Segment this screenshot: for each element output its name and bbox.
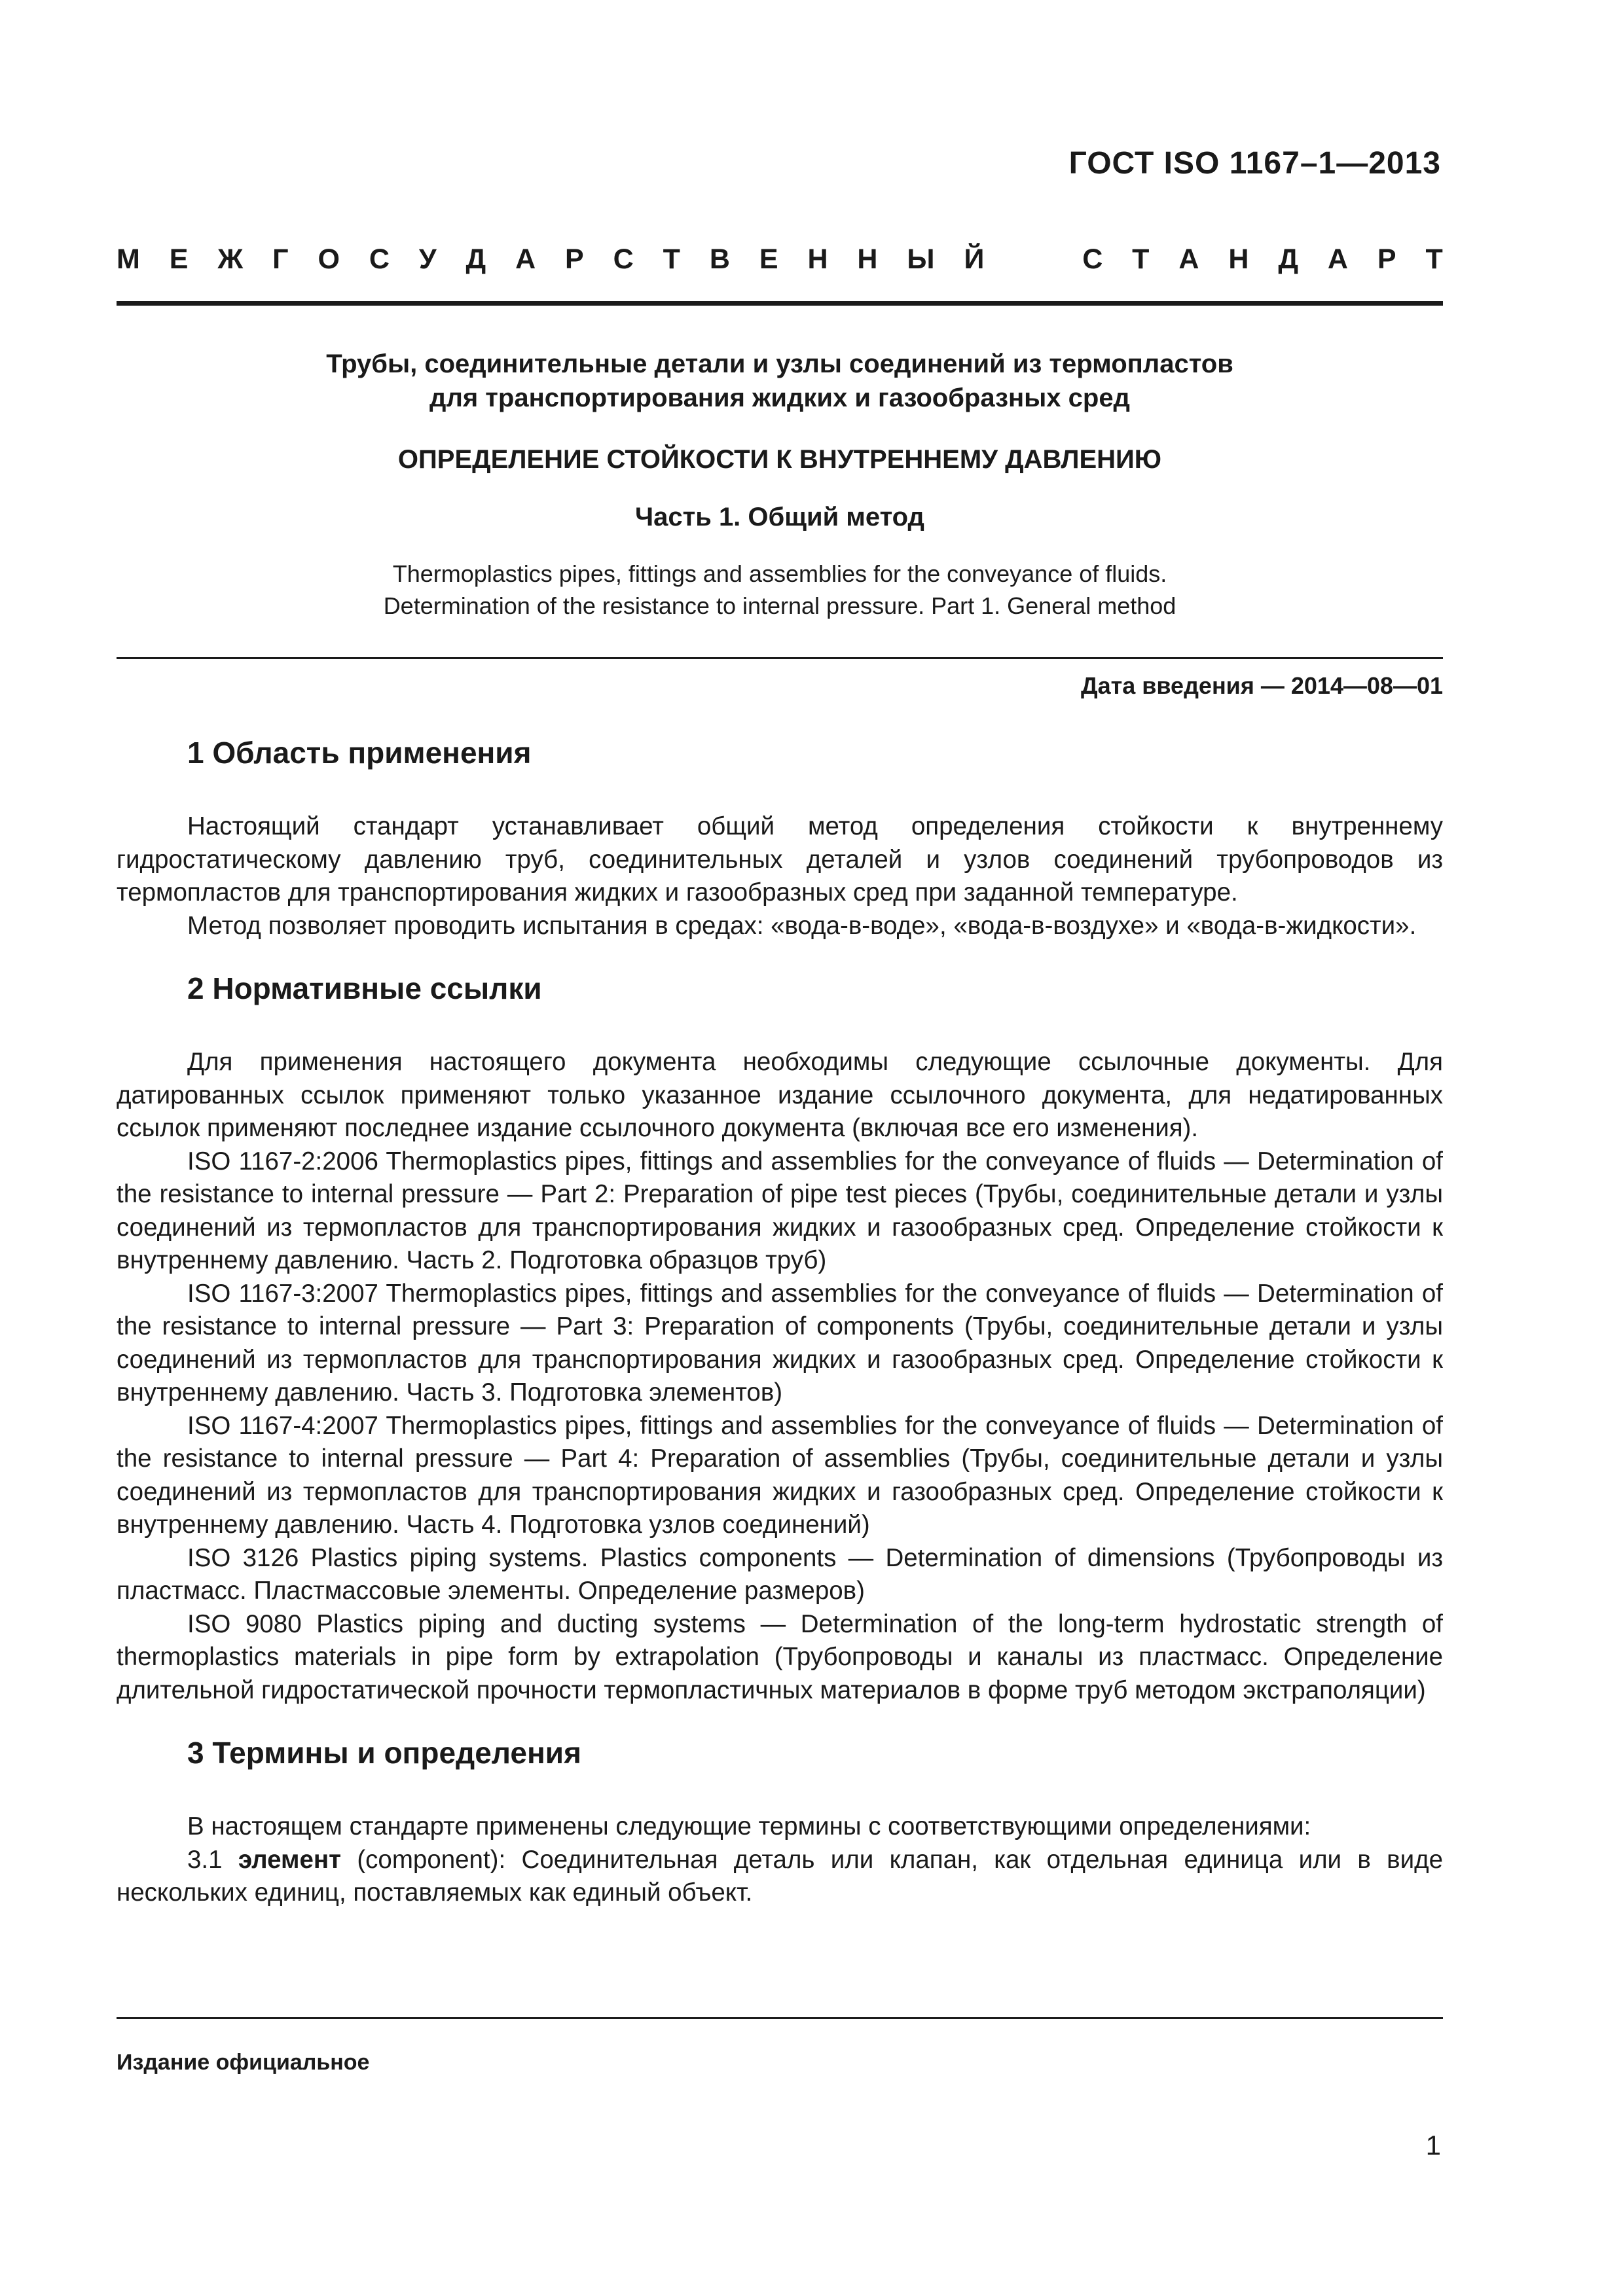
section-2-heading: 2 Нормативные ссылки [187, 971, 542, 1005]
footer-rule [117, 2017, 1443, 2019]
interstate-letter: С [613, 243, 634, 275]
interstate-letter: Т [1425, 243, 1443, 275]
title-part: Часть 1. Общий метод [635, 503, 924, 531]
section-3-paragraph-1: В настоящем стандарте применены следующие термины с соответствующими определениями: [187, 1812, 1311, 1840]
title-subject: ОПРЕДЕЛЕНИЕ СТОЙКОСТИ К ВНУТРЕННЕМУ ДАВЛЕНИЮ [397, 445, 1162, 474]
reference-iso-1167-3: ISO 1167-3:2007 Thermoplastics pipes, fittings and assemblies for the conveyance of fluids — Determination of the resistance to internal pressure — Part 3: Preparation of components (Трубы, соединительные детали и узлы соединений из термопластов для транспортирования жидких и газообразных сред. Определение стойкости к внутреннему давлению. Часть 3. Подготовка элементов) [117, 1279, 1443, 1407]
interstate-letter: А [1327, 243, 1348, 275]
section-2-paragraph-1: Для применения настоящего документа необходимы следующие ссылочные документы. Для датированных ссылок применяют только указанное издание ссылочного документа, для недатированных ссылок применяют последнее издание ссылочного документа (включая все его изменения). [117, 1048, 1443, 1142]
interstate-letter: Ы [907, 243, 935, 275]
interstate-letter: Е [169, 243, 189, 275]
word-gap [1013, 243, 1053, 276]
page-number: 1 [1425, 2130, 1441, 2161]
interstate-letter: Р [565, 243, 584, 275]
interstate-letter: А [515, 243, 536, 275]
interstate-letter: Р [1377, 243, 1396, 275]
title-english-line-1: Thermoplastics pipes, fittings and assemblies for the conveyance of fluids. [392, 560, 1167, 587]
section-1-paragraph-1: Настоящий стандарт устанавливает общий метод определения стойкости к внутреннему гидростатическому давлению труб, соединительных деталей и узлов соединений трубопроводов из термопластов для транспортирования жидких и газообразных сред при заданной температуре. [117, 812, 1443, 906]
interstate-letter: В [709, 243, 730, 275]
interstate-letter: М [117, 243, 140, 275]
introduction-date: Дата введения — 2014—08—01 [1080, 672, 1443, 699]
title-line-2: для транспортирования жидких и газообразных сред [429, 384, 1130, 412]
term-number: 3.1 [187, 1845, 223, 1874]
term-3-1 [117, 1844, 1443, 1910]
term-definition: (component): Соединительная деталь или клапан, как отдельная единица или в виде нескольких единиц, поставляемых как единый объект. [117, 1845, 1443, 1907]
official-edition-label: Издание официальное [117, 2050, 370, 2075]
title-english-line-2: Determination of the resistance to internal pressure. Part 1. General method [383, 592, 1176, 619]
interstate-letter: С [1082, 243, 1103, 275]
interstate-letter: Е [759, 243, 778, 275]
reference-iso-1167-4: ISO 1167-4:2007 Thermoplastics pipes, fittings and assemblies for the conveyance of fluids — Determination of the resistance to internal pressure — Part 4: Preparation of assemblies (Трубы, соединительные детали и узлы соединений из термопластов для транспортирования жидких и газообразных сред. Определение стойкости к внутреннему давлению. Часть 4. Подготовка узлов соединений) [117, 1411, 1443, 1539]
interstate-letter: А [1178, 243, 1199, 275]
reference-iso-3126: ISO 3126 Plastics piping systems. Plastics components — Determination of dimensions (Трубопроводы из пластмасс. Пластмассовые элементы. Определение размеров) [117, 1543, 1443, 1605]
reference-iso-1167-2: ISO 1167-2:2006 Thermoplastics pipes, fittings and assemblies for the conveyance of fluids — Determination of the resistance to internal pressure — Part 2: Preparation of pipe test pieces (Трубы, соединительные детали и узлы соединений из термопластов для транспортирования жидких и газообразных сред. Определение стойкости к внутреннему давлению. Часть 2. Подготовка образцов труб) [117, 1147, 1443, 1274]
header-rule [117, 301, 1443, 306]
interstate-letter: Ж [217, 243, 244, 275]
title-block [117, 347, 1443, 622]
section-3-heading: 3 Термины и определения [187, 1736, 581, 1770]
interstate-letter: Й [964, 243, 985, 275]
interstate-letter: У [418, 243, 437, 275]
interstate-letter: Т [663, 243, 680, 275]
document-body [117, 733, 1443, 1910]
title-line-1: Трубы, соединительные детали и узлы соединений из термопластов [326, 350, 1233, 378]
interstate-letter: Н [807, 243, 828, 275]
reference-iso-9080: ISO 9080 Plastics piping and ducting systems — Determination of the long-term hydrostatic strength of thermoplastics materials in pipe form by extrapolation (Трубопроводы и каналы из пластмасс. Определение длительной гидростатической прочности термопластичных материалов в форме труб методом экстраполяции) [117, 1609, 1443, 1704]
interstate-letter: Н [1228, 243, 1249, 275]
interstate-letter: О [318, 243, 340, 275]
interstate-letter: Г [272, 243, 289, 275]
interstate-letter: Н [857, 243, 878, 275]
section-1-paragraph-2: Метод позволяет проводить испытания в средах: «вода-в-воде», «вода-в-воздухе» и «вода-в-жидкости». [187, 911, 1417, 940]
interstate-letter: Д [465, 243, 486, 275]
title-rule [117, 657, 1443, 659]
term-name: элемент [238, 1845, 342, 1874]
interstate-letter: С [369, 243, 390, 275]
interstate-letter: Д [1278, 243, 1298, 275]
section-1-heading: 1 Область применения [187, 736, 532, 770]
standard-number: ГОСТ ISO 1167–1—2013 [1068, 146, 1441, 181]
interstate-standard-heading [117, 243, 1443, 276]
interstate-letter: Т [1132, 243, 1150, 275]
